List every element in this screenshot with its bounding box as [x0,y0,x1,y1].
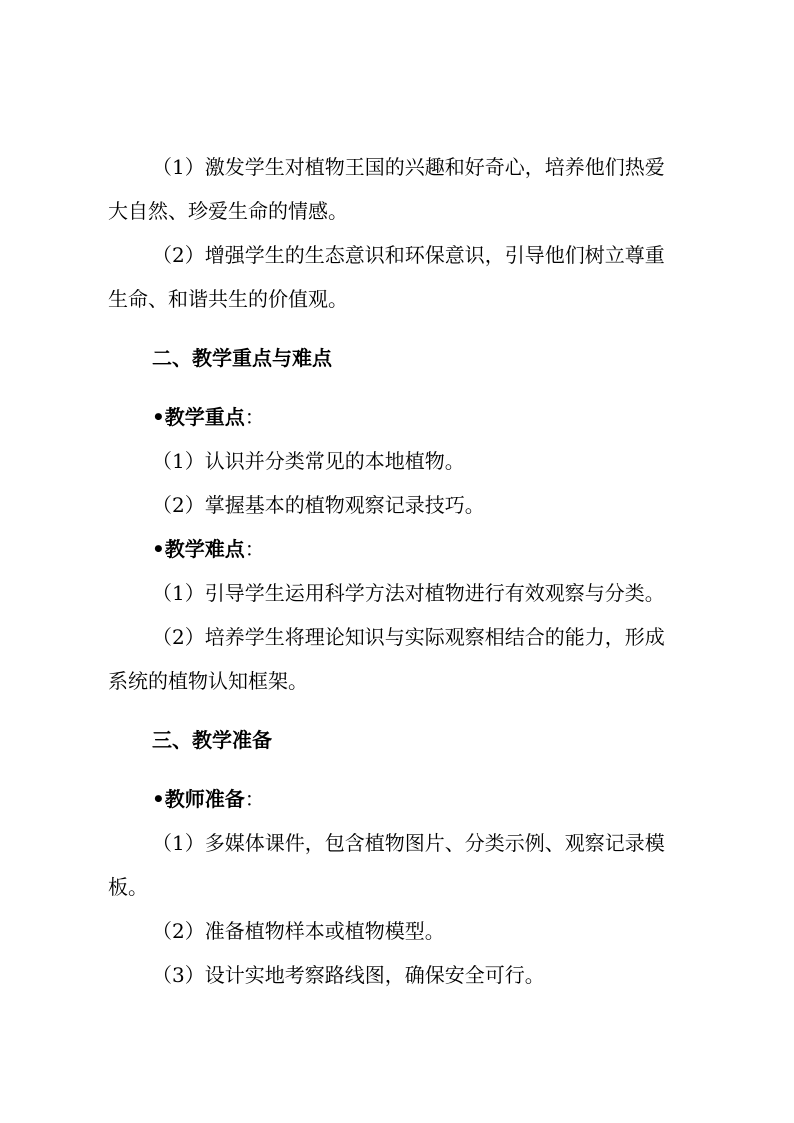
teaching-difficulty-item-2-line-1: （2）培养学生将理论知识与实际观察相结合的能力，形成 [152,625,665,649]
teacher-preparation-colon: ： [244,787,265,811]
paragraph-goal-1-line-2: 大自然、珍爱生命的情感。 [108,199,348,223]
teaching-focus-colon: ： [244,405,265,429]
bullet-teaching-focus [108,395,690,439]
teaching-difficulty-item-1: （1）引导学生运用科学方法对植物进行有效观察与分类。 [152,581,665,605]
teacher-preparation-item-3: （3）设计实地考察路线图，确保安全可行。 [152,963,545,987]
section-heading-preparation: 三、教学准备 [152,728,272,752]
section-heading-focus-difficulty: 二、教学重点与难点 [152,346,332,370]
teaching-difficulty-colon: ： [244,537,265,561]
paragraph-goal-2-line-2: 生命、和谐共生的价值观。 [108,287,348,311]
paragraph-goal-2-line-1: （2）增强学生的生态意识和环保意识，引导他们树立尊重 [152,243,665,267]
paragraph-goal-1-line-1: （1）激发学生对植物王国的兴趣和好奇心，培养他们热爱 [152,155,665,179]
bullet-dot: • [152,787,165,811]
bullet-dot: • [152,537,165,561]
teaching-focus-item-2: （2）掌握基本的植物观察记录技巧。 [152,493,485,517]
teaching-focus-item-1: （1）认识并分类常见的本地植物。 [152,449,465,473]
teacher-preparation-label: 教师准备 [164,787,245,811]
teaching-difficulty-item-2-line-2: 系统的植物认知框架。 [108,669,308,693]
bullet-dot: • [152,405,165,429]
bullet-teaching-difficulty [108,527,690,571]
document-page [108,145,690,997]
teaching-difficulty-label: 教学难点 [164,537,245,561]
bullet-teacher-preparation [108,777,690,821]
teacher-preparation-item-1-line-1: （1）多媒体课件，包含植物图片、分类示例、观察记录模 [152,831,665,855]
teacher-preparation-item-2: （2）准备植物样本或植物模型。 [152,919,445,943]
teaching-focus-label: 教学重点 [164,405,245,429]
teacher-preparation-item-1-line-2: 板。 [108,875,148,899]
